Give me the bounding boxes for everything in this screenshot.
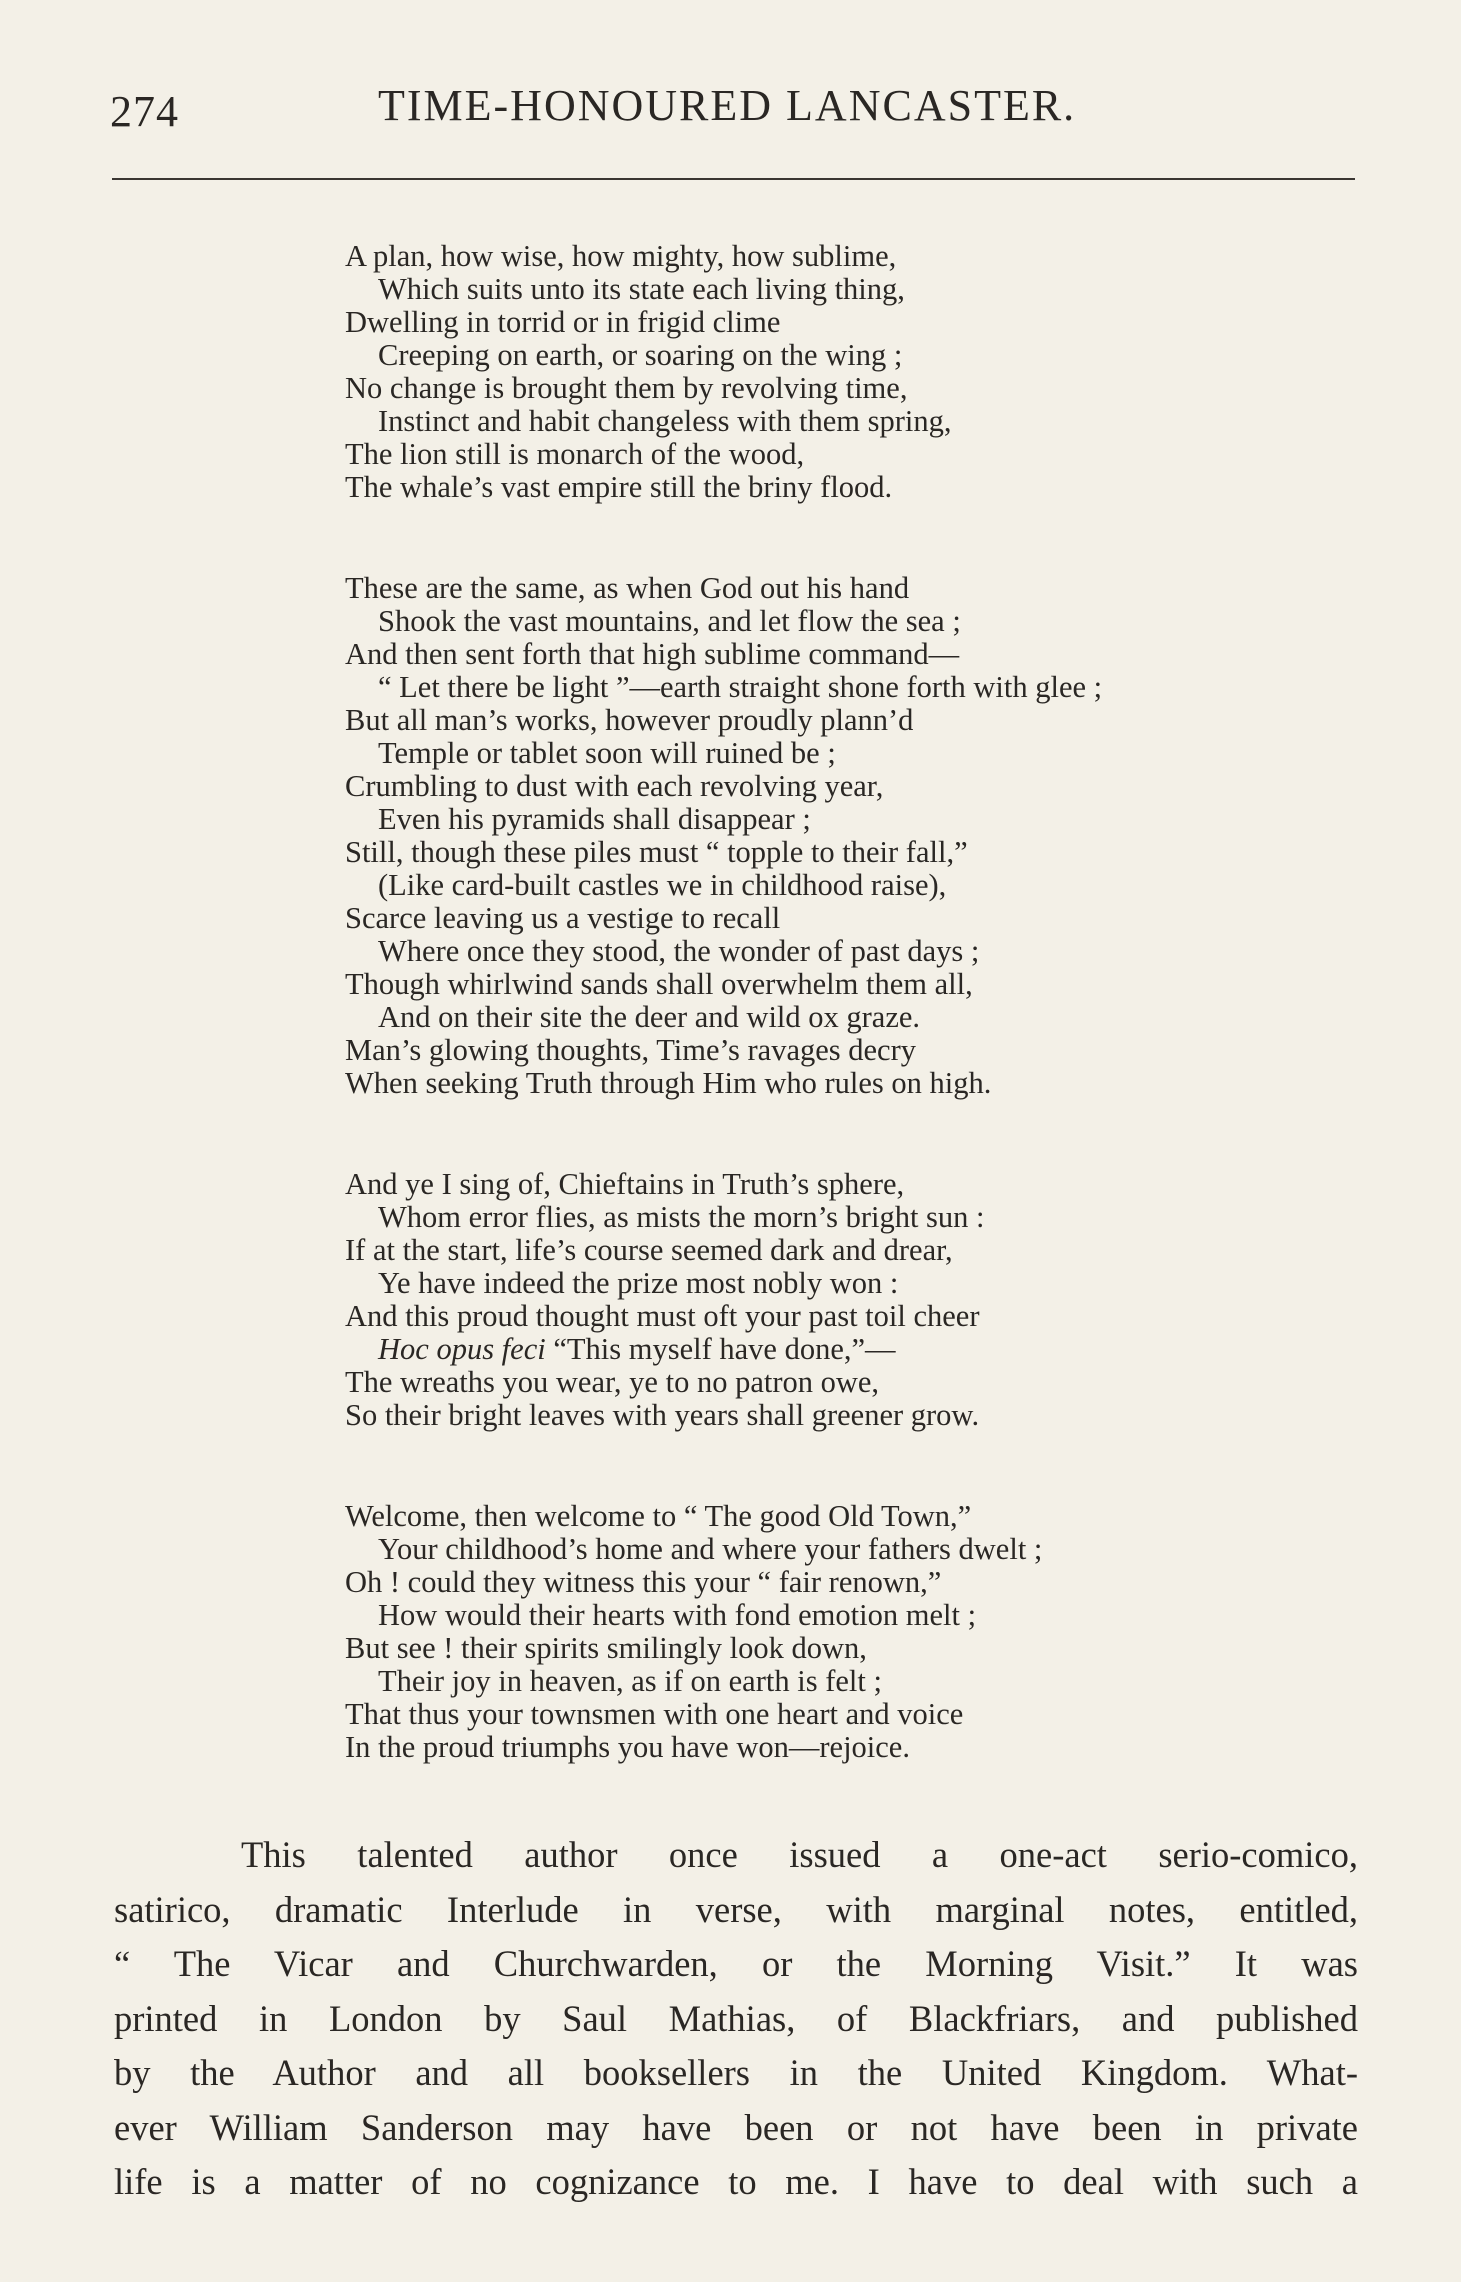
poem-line: Scarce leaving us a vestige to recall <box>345 901 781 935</box>
poem-stanza <box>345 240 1102 504</box>
poem-line: Whom error flies, as mists the morn’s bright sun : <box>378 1200 985 1234</box>
poem-line: Where once they stood, the wonder of past days ; <box>378 934 980 968</box>
poem-line: And on their site the deer and wild ox graze. <box>378 1000 921 1034</box>
poem-line: “ Let there be light ”—earth straight shone forth with glee ; <box>378 670 1103 704</box>
poem-line: The wreaths you wear, ye to no patron owe, <box>345 1365 880 1399</box>
poem-line: The whale’s vast empire still the briny flood. <box>345 470 893 504</box>
poem-line: But all man’s works, however proudly plann’d <box>345 703 914 737</box>
poem <box>345 240 1102 1764</box>
poem-line: A plan, how wise, how mighty, how sublime, <box>345 239 897 273</box>
poem-line: Oh ! could they witness this your “ fair renown,” <box>345 1565 942 1599</box>
prose-line: ever William Sanderson may have been or not have been in private <box>114 2106 1358 2148</box>
poem-line: And this proud thought must oft your past toil cheer <box>345 1299 980 1333</box>
prose-line: by the Author and all booksellers in the United Kingdom. What- <box>114 2052 1358 2093</box>
poem-line: (Like card-built castles we in childhood raise), <box>378 868 947 902</box>
page-number: 274 <box>110 87 179 136</box>
poem-stanza <box>345 572 1102 1100</box>
prose-paragraph <box>114 1828 1358 2210</box>
poem-line: That thus your townsmen with one heart and voice <box>345 1697 964 1731</box>
poem-line: No change is brought them by revolving time, <box>345 371 908 405</box>
poem-line: In the proud triumphs you have won—rejoice. <box>345 1730 910 1764</box>
poem-line: Though whirlwind sands shall overwhelm them all, <box>345 967 973 1001</box>
poem-line: And ye I sing of, Chieftains in Truth’s sphere, <box>345 1167 905 1201</box>
poem-line <box>345 1333 1102 1366</box>
poem-line: Crumbling to dust with each revolving year, <box>345 769 884 803</box>
poem-line: Shook the vast mountains, and let flow the sea ; <box>378 604 961 638</box>
poem-line-text: “This myself have done,”— <box>553 1332 896 1366</box>
poem-line: Ye have indeed the prize most nobly won : <box>378 1266 899 1300</box>
poem-stanza <box>345 1500 1102 1764</box>
poem-line: Welcome, then welcome to “ The good Old Town,” <box>345 1499 972 1533</box>
poem-line: Even his pyramids shall disappear ; <box>378 802 811 836</box>
poem-line: But see ! their spirits smilingly look down, <box>345 1631 867 1665</box>
poem-line: The lion still is monarch of the wood, <box>345 437 805 471</box>
poem-line: So their bright leaves with years shall greener grow. <box>345 1398 980 1432</box>
poem-stanza <box>345 1168 1102 1432</box>
prose-line: printed in London by Saul Mathias, of Blackfriars, and published <box>114 1997 1358 2039</box>
prose-line: This talented author once issued a one-act serio-comico, <box>241 1834 1358 1875</box>
poem-line: Temple or tablet soon will ruined be ; <box>378 736 836 770</box>
poem-line: Instinct and habit changeless with them spring, <box>378 404 952 438</box>
poem-line: Man’s glowing thoughts, Time’s ravages decry <box>345 1033 916 1067</box>
poem-line: Still, though these piles must “ topple to their fall,” <box>345 835 968 869</box>
poem-line: Creeping on earth, or soaring on the wing ; <box>378 338 903 372</box>
header-rule <box>112 178 1355 180</box>
poem-line: Your childhood’s home and where your fathers dwelt ; <box>378 1532 1043 1566</box>
poem-line: And then sent forth that high sublime command— <box>345 637 960 671</box>
poem-line: Which suits unto its state each living thing, <box>378 272 905 306</box>
poem-line: Their joy in heaven, as if on earth is felt ; <box>378 1664 882 1698</box>
prose-line: life is a matter of no cognizance to me. I have to deal with such a <box>114 2161 1358 2202</box>
poem-line: How would their hearts with fond emotion melt ; <box>378 1598 977 1632</box>
poem-line: When seeking Truth through Him who rules on high. <box>345 1066 992 1100</box>
poem-line: These are the same, as when God out his hand <box>345 571 910 605</box>
prose-line: satirico, dramatic Interlude in verse, with marginal notes, entitled, <box>114 1888 1358 1930</box>
poem-line: Dwelling in torrid or in frigid clime <box>345 305 781 339</box>
running-head: TIME-HONOURED LANCASTER. <box>378 81 1077 130</box>
poem-line: If at the start, life’s course seemed dark and drear, <box>345 1233 953 1267</box>
prose-line: “ The Vicar and Churchwarden, or the Morning Visit.” It was <box>114 1943 1358 1984</box>
latin-phrase: Hoc opus feci <box>378 1332 546 1366</box>
